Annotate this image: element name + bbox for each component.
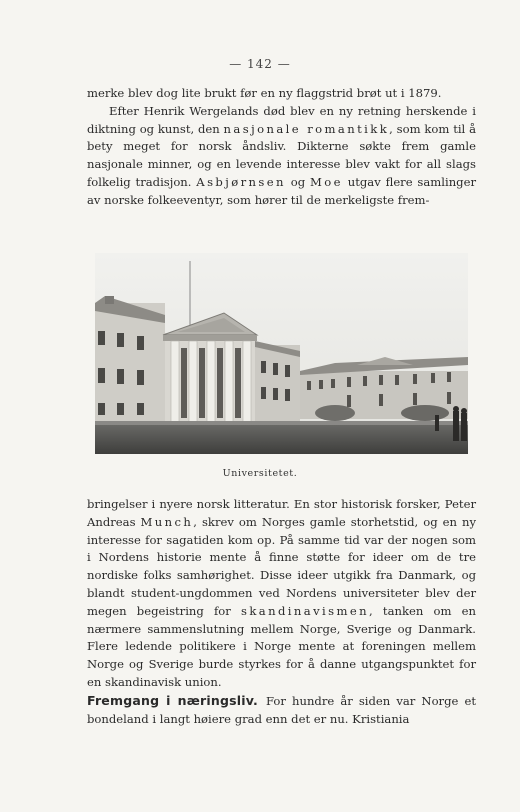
figure-caption: Universitetet. [222, 468, 298, 479]
section-heading: Fremgang i næringsliv. [87, 692, 258, 708]
university-building-image [95, 253, 468, 454]
paragraph-4 [87, 692, 476, 729]
paragraph-1: merke blev dog lite brukt før en ny flaggstrid brøt ut i 1879. [87, 86, 442, 100]
term-skandinavismen: skandinavismen [241, 603, 370, 618]
paragraph-3-part-3: , tanken om en nærmere sammenslutning mellem Norge, Sverige og Danmark. Flere ledende politikere i Norge mente at foreningen mellem Norge og Sverige burde styrkes for å danne utgangspunktet for en skandinavisk union. [87, 603, 476, 689]
university-photo [95, 253, 468, 454]
paragraph-2-middle: , som kom til å bety meget for norsk åndsliv. Dikterne søkte frem gamle nasjonale minner, og en levende interesse blev vakt for all slags folkelig tradisjon. [87, 121, 476, 189]
name-moe: Moe [309, 174, 343, 189]
page-number: — 142 — [229, 57, 291, 71]
bottom-text-block [87, 496, 476, 728]
paragraph-3-part-1: bringelser i nyere norsk litteratur. En stor historisk forsker, Peter Andreas [87, 497, 476, 529]
paragraph-2 [87, 103, 476, 210]
top-text-block [87, 85, 476, 210]
name-munch: Munch [140, 514, 194, 529]
name-asbjornsen: Asbjørnsen [196, 174, 286, 189]
paragraph-3 [87, 496, 476, 692]
paragraph-2-end: utgav flere samlinger av norske folkeeventyr, som hører til de merkeligste frem- [87, 174, 476, 207]
paragraph-4-text: For hundre år siden var Norge et bondeland i langt høiere grad enn det er nu. Kristiania [87, 693, 476, 726]
paragraph-3-part-2: , skrev om Norges gamle storhetstid, og en ny interesse for sagatiden kom op. På samme tid var der nogen som i Nordens historie mente å finne støtte for ideer om de tre nordiske folks samhørighet. Disse ideer utgikk fra Danmark, og blandt student-ungdommen ved Nordens universiteter blev der megen begeistring for [87, 514, 476, 618]
term-nasjonale-romantikk: nasjonale romantikk [223, 121, 390, 136]
paragraph-2-and: og [285, 174, 310, 189]
paragraph-2-intro: Efter Henrik Wergelands død blev en ny retning herskende i diktning og kunst, den [87, 103, 476, 136]
